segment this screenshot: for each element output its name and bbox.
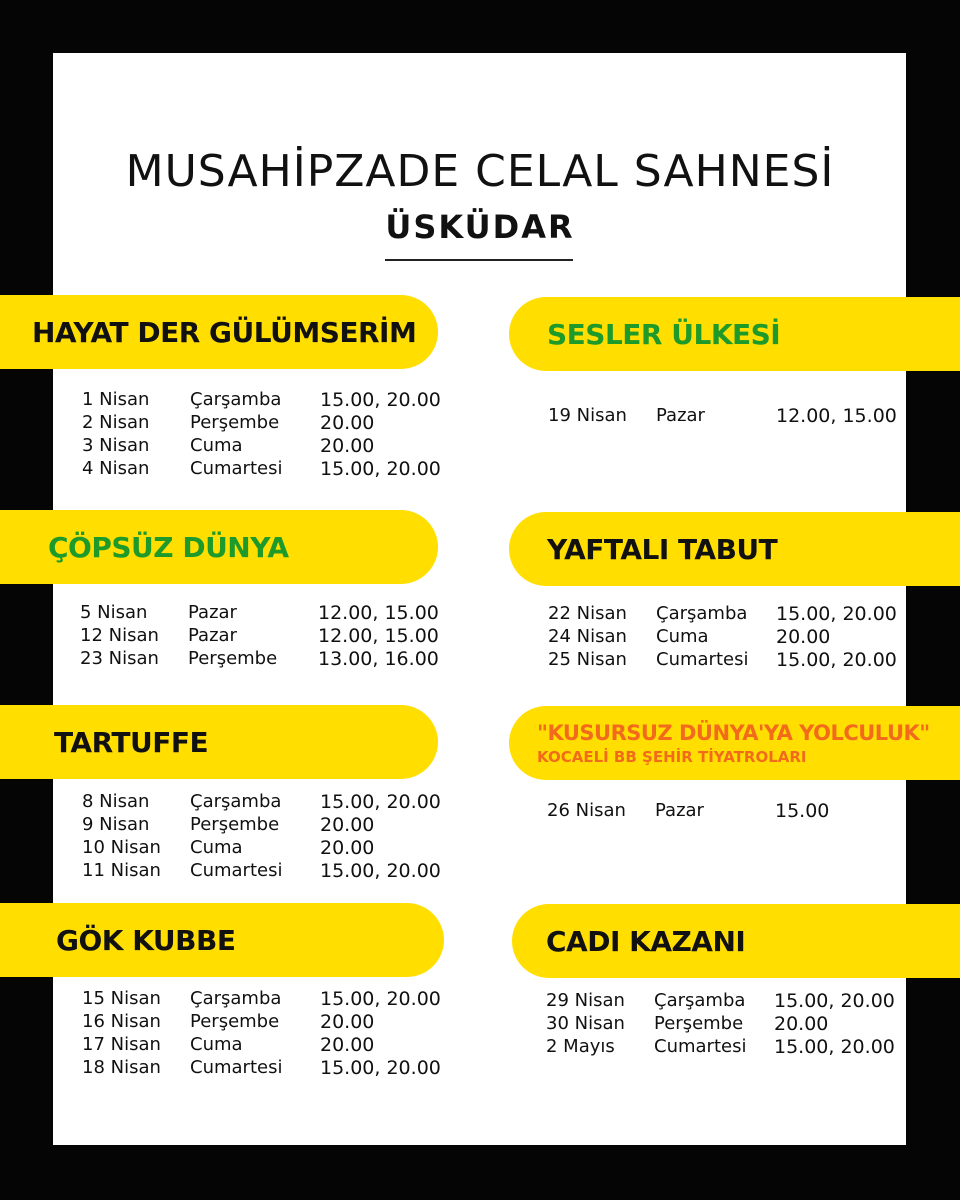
show-time: 15.00, 20.00 [320,860,441,882]
show-date: 1 Nisan [82,389,150,410]
show-date: 11 Nisan [82,860,161,881]
show-date: 2 Nisan [82,412,150,433]
show-time: 12.00, 15.00 [318,625,439,647]
show-time: 13.00, 16.00 [318,648,439,670]
show-time: 20.00 [320,814,375,836]
show-day: Pazar [188,602,237,623]
show-day: Cuma [190,837,243,858]
show-time: 20.00 [320,837,375,859]
show-day: Pazar [188,625,237,646]
play-title-banner [509,297,960,371]
show-date: 15 Nisan [82,988,161,1009]
show-date: 17 Nisan [82,1034,161,1055]
show-time: 20.00 [776,626,831,648]
show-day: Perşembe [190,814,280,835]
show-time: 15.00, 20.00 [320,1057,441,1079]
play-title: CADI KAZANI [546,924,746,958]
show-day: Perşembe [188,648,278,669]
show-day: Çarşamba [190,988,282,1009]
show-time: 20.00 [774,1013,829,1035]
play-title-banner [509,512,960,586]
show-time: 15.00, 20.00 [320,988,441,1010]
play-title-banner [0,903,444,977]
show-day: Cuma [656,626,709,647]
district-title: ÜSKÜDAR [385,208,575,246]
show-date: 23 Nisan [80,648,159,669]
show-day: Cumartesi [190,1057,283,1078]
show-time: 20.00 [320,435,375,457]
play-title-banner [509,706,960,780]
show-day: Perşembe [654,1013,744,1034]
show-time: 15.00, 20.00 [320,791,441,813]
show-day: Çarşamba [654,990,746,1011]
show-date: 26 Nisan [547,800,626,821]
show-time: 20.00 [320,1034,375,1056]
show-date: 5 Nisan [80,602,148,623]
show-time: 20.00 [320,412,375,434]
show-day: Cuma [190,435,243,456]
show-date: 30 Nisan [546,1013,625,1034]
venue-title: MUSAHİPZADE CELAL SAHNESİ [125,146,835,197]
show-date: 29 Nisan [546,990,625,1011]
show-date: 4 Nisan [82,458,150,479]
play-title-banner [0,510,438,584]
show-date: 25 Nisan [548,649,627,670]
show-date: 9 Nisan [82,814,150,835]
show-time: 15.00, 20.00 [776,603,897,625]
show-time: 12.00, 15.00 [776,405,897,427]
show-date: 24 Nisan [548,626,627,647]
play-title: "KUSURSUZ DÜNYA'YA YOLCULUK" [537,720,930,745]
play-title: HAYAT DER GÜLÜMSERİM [32,315,417,349]
show-time: 20.00 [320,1011,375,1033]
show-date: 10 Nisan [82,837,161,858]
show-day: Cumartesi [656,649,749,670]
play-title-banner [0,295,438,369]
show-day: Pazar [655,800,704,821]
show-time: 15.00, 20.00 [774,990,895,1012]
title-underline [385,259,573,261]
show-day: Cumartesi [190,458,283,479]
play-title-banner [512,904,960,978]
show-date: 16 Nisan [82,1011,161,1032]
show-time: 12.00, 15.00 [318,602,439,624]
show-time: 15.00, 20.00 [320,458,441,480]
show-day: Pazar [656,405,705,426]
play-title: ÇÖPSÜZ DÜNYA [48,530,289,564]
show-day: Çarşamba [190,389,282,410]
show-date: 3 Nisan [82,435,150,456]
show-time: 15.00 [775,800,830,822]
play-title: GÖK KUBBE [56,923,236,957]
play-title: YAFTALI TABUT [547,532,778,566]
show-date: 18 Nisan [82,1057,161,1078]
show-day: Çarşamba [190,791,282,812]
play-subtitle: KOCAELİ BB ŞEHİR TİYATROLARI [537,747,807,766]
show-date: 19 Nisan [548,405,627,426]
show-day: Perşembe [190,1011,280,1032]
show-time: 15.00, 20.00 [320,389,441,411]
show-day: Cuma [190,1034,243,1055]
play-title: SESLER ÜLKESİ [547,317,781,351]
show-day: Cumartesi [190,860,283,881]
show-date: 22 Nisan [548,603,627,624]
show-day: Çarşamba [656,603,748,624]
show-date: 8 Nisan [82,791,150,812]
show-date: 2 Mayıs [546,1036,615,1057]
show-time: 15.00, 20.00 [776,649,897,671]
play-title-banner [0,705,438,779]
show-time: 15.00, 20.00 [774,1036,895,1058]
show-day: Cumartesi [654,1036,747,1057]
show-day: Perşembe [190,412,280,433]
play-title: TARTUFFE [54,725,209,759]
show-date: 12 Nisan [80,625,159,646]
